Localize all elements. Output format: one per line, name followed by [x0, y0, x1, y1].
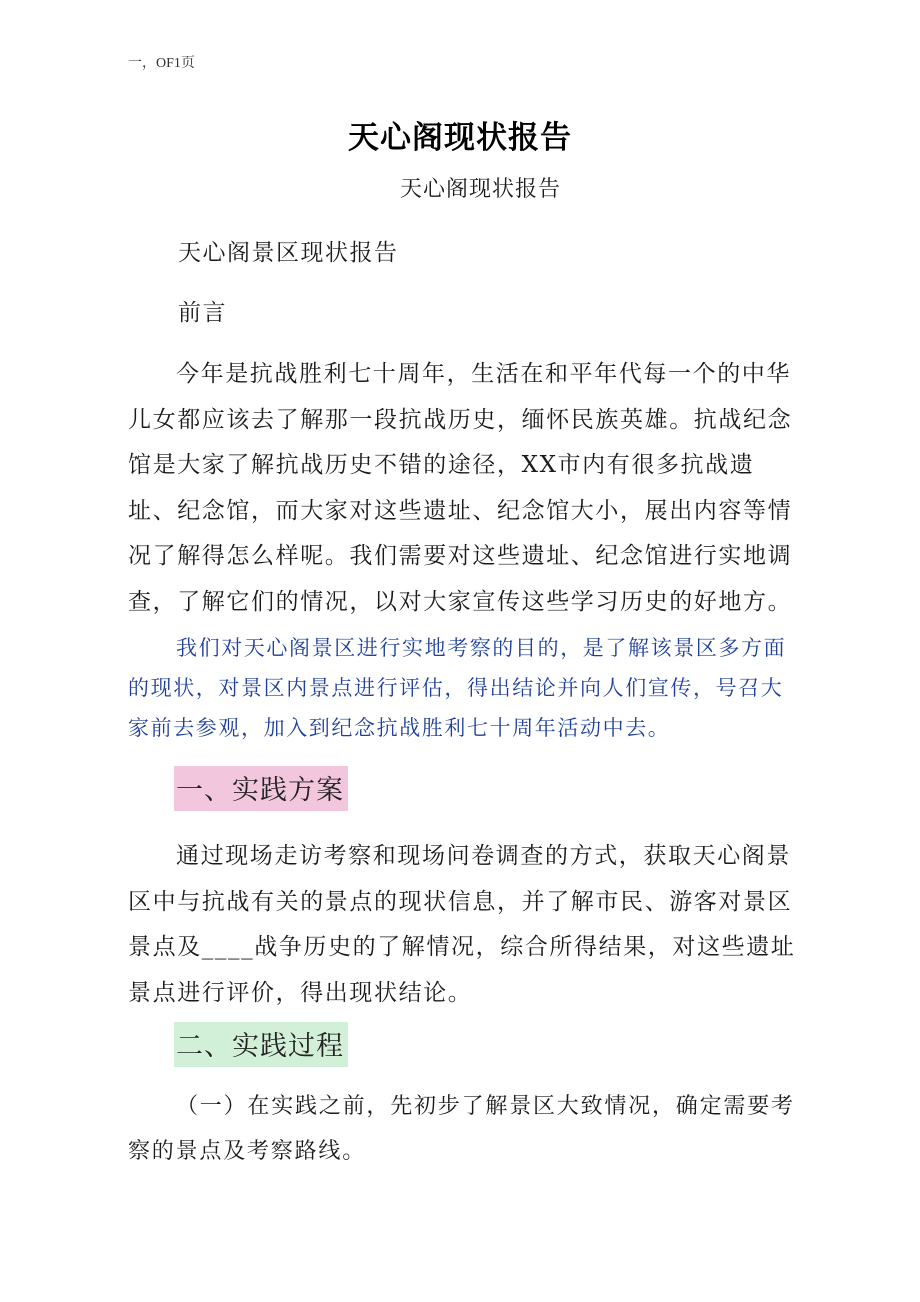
section-1-heading: 一、实践方案 — [174, 766, 348, 811]
preface-label: 前言 — [178, 300, 227, 326]
section-2-heading: 二、实践过程 — [174, 1022, 348, 1067]
section-2-paragraph: （一）在实践之前，先初步了解景区大致情况，确定需要考察的景点及考察路线。 — [128, 1094, 795, 1164]
report-name: 天心阁景区现状报告 — [178, 240, 399, 266]
page-marker: 一，OF1页 — [128, 56, 195, 71]
section-1-paragraph: 通过现场走访考察和现场问卷调查的方式，获取天心阁景区中与抗战有关的景点的现状信息，并了解市民、游客对景区景点及____战争历史的了解情况，综合所得结果，对这些遗址景点进行评价，得出现状结论。 — [128, 843, 796, 1006]
document-title: 天心阁现状报告 — [348, 120, 572, 156]
document-subtitle: 天心阁现状报告 — [400, 177, 562, 202]
purpose-paragraph: 我们对天心阁景区进行实地考察的目的，是了解该景区多方面的现状，对景区内景点进行评估，得出结论并向人们宣传，号召大家前去参观，加入到纪念抗战胜利七十周年活动中去。 — [128, 636, 787, 740]
intro-paragraph: 今年是抗战胜利七十周年，生活在和平年代每一个的中华儿女都应该去了解那一段抗战历史，缅怀民族英雄。抗战纪念馆是大家了解抗战历史不错的途径，XX市内有很多抗战遗址、纪念馆，而大家对这些遗址、纪念馆大小，展出内容等情况了解得怎么样呢。我们需要对这些遗址、纪念馆进行实地调查，了解它们的情况，以对大家宣传这些学习历史的好地方。 — [128, 361, 793, 615]
